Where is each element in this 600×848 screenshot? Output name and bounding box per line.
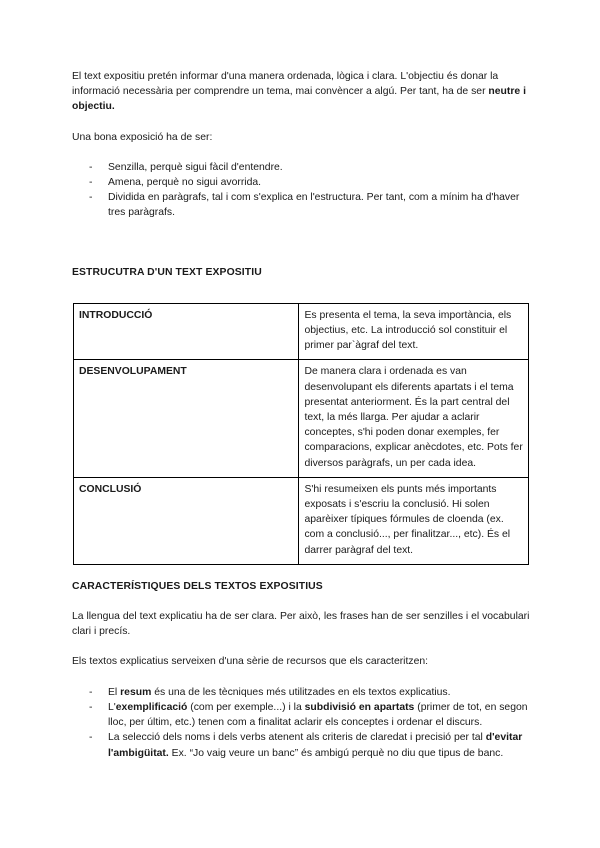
bold-run: d'evitar l'ambigüitat. [108,732,523,759]
list-item [72,730,532,760]
bold-run: exemplificació [115,701,188,713]
resources-list [72,685,532,761]
row-description: S'hi resumeixen els punts més importants exposats i s'escriu la conclusió. Hi solen aparèixer típiques fórmules de cloenda (ex. com a conclusió..., per finalitzar..., etc). És el darrer paràgraf del text. [299,477,529,564]
dash-marker: - [89,192,93,204]
text-run: L' [108,701,116,713]
list-item-text: Dividida en paràgrafs, tal i com s'explica en l'estructura. Per tant, com a mínim ha d'haver tres paràgrafs. [108,192,520,219]
text-run: és una de les tècniques més utilitzades en els textos explicatius. [151,686,451,698]
intro-text: El text expositiu pretén informar d'una manera ordenada, lògica i clara. L'objectiu és donar la informació necessària per comprendre un tema, mai convèncer a algú. Per tant, ha de ser [72,71,499,98]
dash-marker: - [89,732,93,744]
dash-marker: - [89,701,93,713]
list-item [72,160,532,175]
characteristics-paragraph-2: Els textos explicatius serveixen d'una sèrie de recursos que els caracteritzen: [72,656,429,668]
row-description: De manera clara i ordenada es van desenvolupant els diferents apartats i el tema presentat anteriorment. És la part central del text, la més llarga. Per ajudar a aclarir conceptes, s'hi poden donar exemples, fer comparacions, explicar anècdotes, etc. Pots fer diversos paràgrafs, un per cada idea. [299,360,529,477]
row-label: DESENVOLUPAMENT [74,360,299,477]
good-exposition-lead: Una bona exposició ha de ser: [72,131,213,143]
dash-marker: - [89,686,93,698]
text-run: El [108,686,121,698]
intro-paragraph [72,69,532,115]
good-exposition-list [72,160,532,221]
row-label: CONCLUSIÓ [74,477,299,564]
characteristics-paragraph-1: La llengua del text explicatiu ha de ser clara. Per això, les frases han de ser senzilles i el vocabulari clari i precís. [72,611,530,638]
text-run: Ex. “Jo vaig veure un banc” és ambigú perquè no diu que tipus de banc. [168,747,504,759]
dash-marker: - [89,161,93,173]
text-run: La selecció dels noms i dels verbs atenent als criteris de claredat i precisió per tal [108,732,486,744]
table-row [74,360,529,477]
text-run: (com per exemple...) i la [187,701,305,713]
bold-run: subdivisió en apartats [304,701,415,713]
list-item [72,685,532,700]
document-page [72,69,532,761]
characteristics-heading: CARACTERÍSTIQUES DELS TEXTOS EXPOSITIUS [72,580,323,592]
intro-bold: neutre i objectiu. [72,86,526,113]
list-item-text: Senzilla, perquè sigui fàcil d'entendre. [108,161,283,173]
dash-marker: - [89,177,93,189]
table-row [74,477,529,564]
list-item [72,175,532,190]
row-label: INTRODUCCIÓ [74,303,299,360]
structure-heading: ESTRUCUTRA D'UN TEXT EXPOSITIU [72,266,262,278]
structure-table [73,303,529,565]
bold-run: resum [120,686,152,698]
row-description: Es presenta el tema, la seva importància, els objectius, etc. La introducció sol constituir el primer par`àgraf del text. [299,303,529,360]
list-item-text: Amena, perquè no sigui avorrida. [108,177,262,189]
list-item [72,190,532,220]
table-row [74,303,529,360]
text-run: (primer de tot, en segon lloc, per últim, etc.) tenen com a finalitat aclarir els conceptes i ordenar el discurs. [108,701,528,729]
list-item [72,700,532,730]
